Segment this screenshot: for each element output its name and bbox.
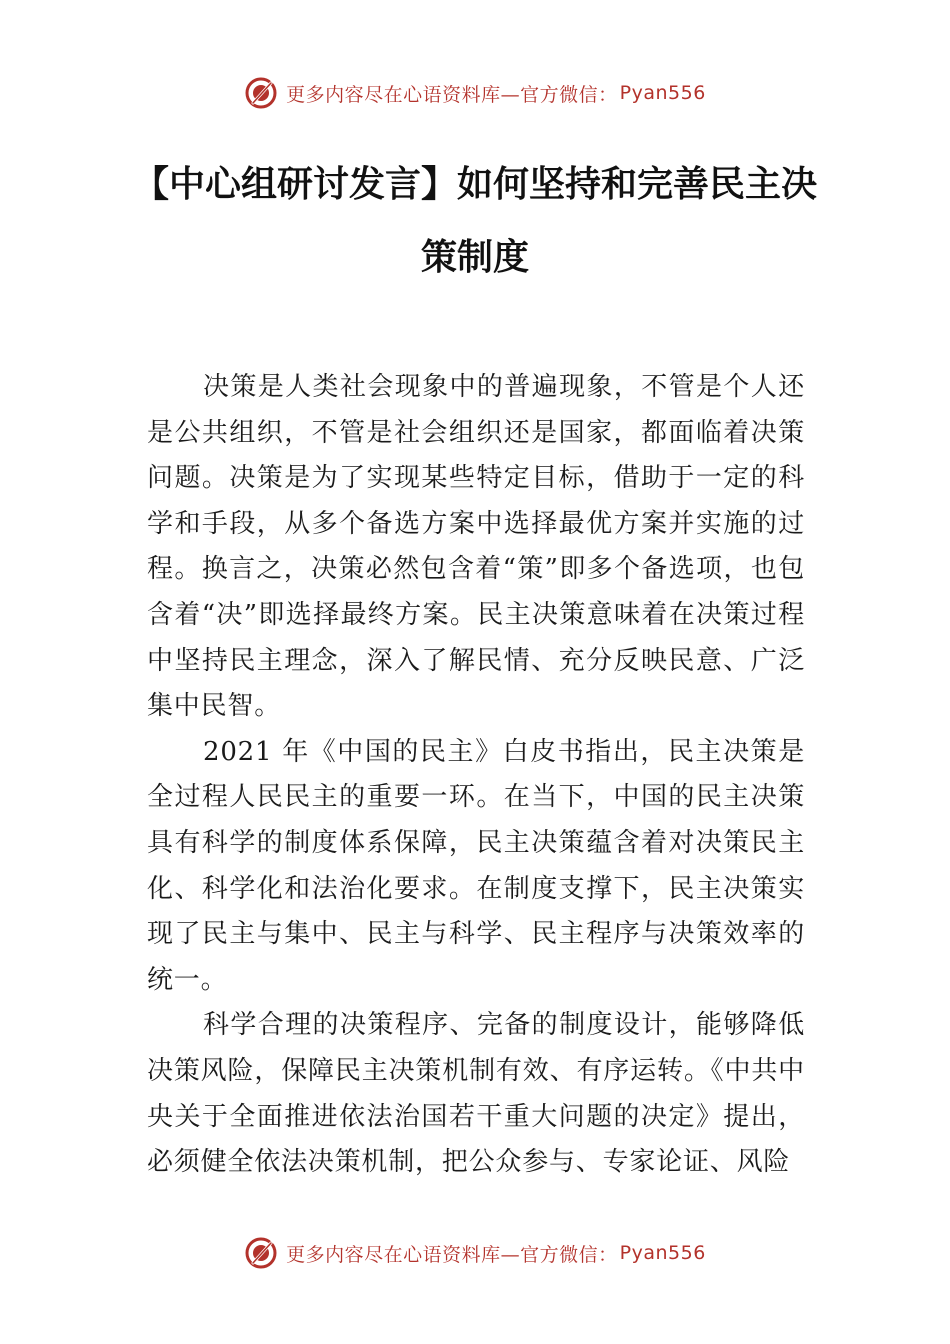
paragraph: 2021 年《中国的民主》白皮书指出，民主决策是全过程人民民主的重要一环。在当下，中国的民主决策具有科学的制度体系保障，民主决策蕴含着对决策民主化、科学化和法治化要求。在制度支撑下，民主决策实现了民主与集中、民主与科学、民主程序与决策效率的统一。 [147,736,805,995]
banner-text: 更多内容尽在心语资料库—官方微信： [286,83,618,106]
footer-banner [0,1233,950,1273]
banner-handle: Pyan556 [619,1242,706,1264]
paragraph: 科学合理的决策程序、完备的制度设计，能够降低决策风险，保障民主决策机制有效、有序运转。《中共中央关于全面推进依法治国若干重大问题的决定》提出，必须健全依法决策机制，把公众参与、专家论证、风险 [147,1010,805,1178]
banner-text: 更多内容尽在心语资料库—官方微信： [286,1243,618,1266]
pen-logo-icon [244,76,278,110]
paragraph: 决策是人类社会现象中的普遍现象，不管是个人还是公共组织，不管是社会组织还是国家，都面临着决策问题。决策是为了实现某些特定目标，借助于一定的科学和手段，从多个备选方案中选择最优方案并实施的过程。换言之，决策必然包含着“策”即多个备选项，也包含着“决”即选择最终方案。民主决策意味着在决策过程中坚持民主理念，深入了解民情、充分反映民意、广泛集中民智。 [147,372,805,722]
document-body [147,365,805,1186]
document-title-line-1: 【中心组研讨发言】如何坚持和完善民主决 [132,164,817,205]
pen-logo-icon [244,1236,278,1270]
banner-handle: Pyan556 [619,82,706,104]
document-title-line-2: 策制度 [420,237,529,278]
header-banner [0,73,950,113]
